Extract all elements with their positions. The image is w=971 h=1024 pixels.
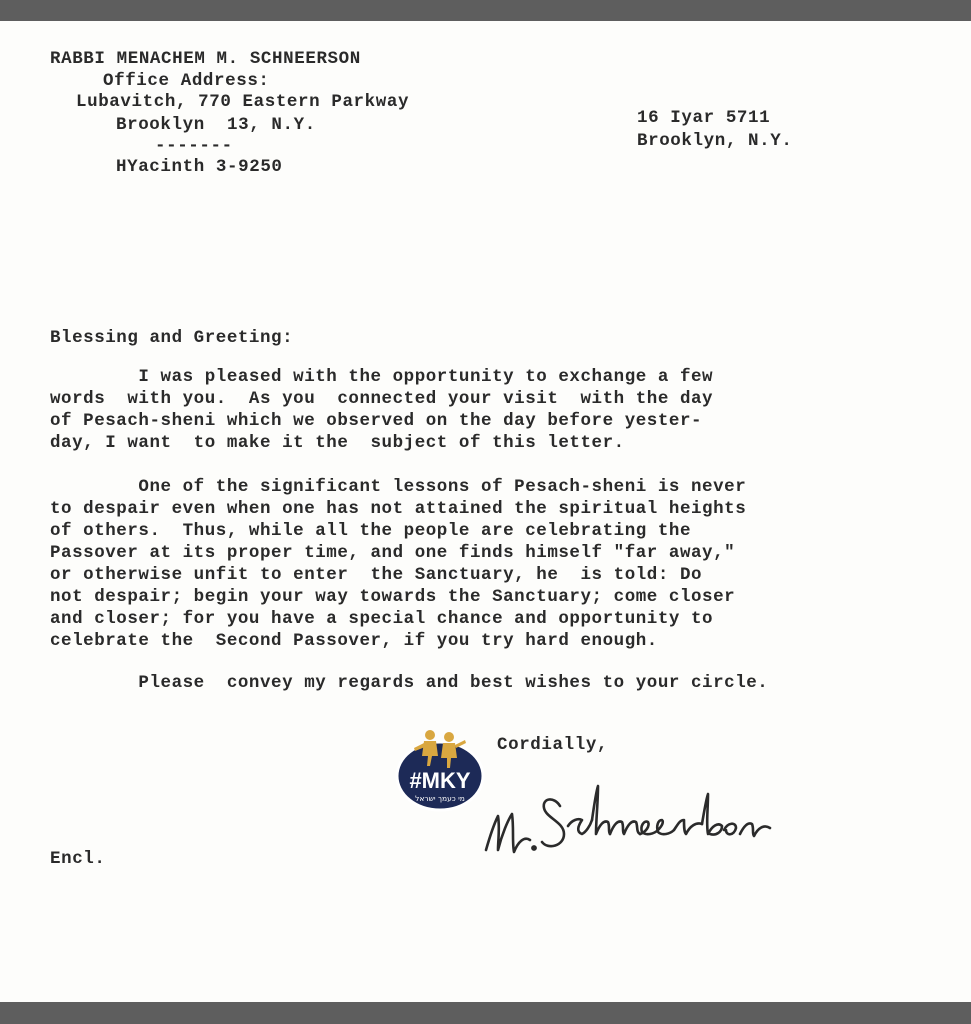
paragraph2-line: not despair; begin your way towards the Sanctuary; come closer — [50, 587, 736, 607]
letterhead-phone: HYacinth 3-9250 — [116, 157, 283, 177]
mky-logo — [394, 726, 486, 812]
paragraph2-line: One of the significant lessons of Pesach-sheni is never — [50, 477, 747, 497]
letterhead-name: RABBI MENACHEM M. SCHNEERSON — [50, 49, 361, 69]
paragraph2-line: of others. Thus, while all the people are celebrating the — [50, 521, 691, 541]
paragraph1-line: day, I want to make it the subject of this letter. — [50, 433, 625, 453]
paragraph1-line: words with you. As you connected your visit with the day — [50, 389, 714, 409]
handwritten-signature — [478, 776, 778, 876]
paragraph1-line: I was pleased with the opportunity to exchange a few — [50, 367, 714, 387]
dateline-date: 16 Iyar 5711 — [637, 108, 771, 128]
paragraph2-line: and closer; for you have a special chance and opportunity to — [50, 609, 714, 629]
paragraph2-line: Passover at its proper time, and one finds himself "far away," — [50, 543, 736, 563]
letterhead-street: Lubavitch, 770 Eastern Parkway — [76, 92, 410, 112]
letterhead-office-label: Office Address: — [103, 71, 270, 91]
letterhead-city: Brooklyn 13, N.Y. — [116, 115, 316, 135]
logo-text: #MKY — [409, 768, 471, 793]
paragraph2-line: or otherwise unfit to enter the Sanctuary, he is told: Do — [50, 565, 703, 585]
enclosure-note: Encl. — [50, 849, 106, 869]
paragraph2-line: celebrate the Second Passover, if you try hard enough. — [50, 631, 658, 651]
logo-subtext: מי כעמך ישראל — [415, 794, 465, 803]
dateline-place: Brooklyn, N.Y. — [637, 131, 793, 151]
salutation: Blessing and Greeting: — [50, 328, 294, 348]
letterhead-separator: ------- — [155, 136, 233, 156]
closing: Cordially, — [497, 735, 609, 755]
paragraph2-line: to despair even when one has not attained the spiritual heights — [50, 499, 747, 519]
paragraph1-line: of Pesach-sheni which we observed on the day before yester- — [50, 411, 703, 431]
paragraph3: Please convey my regards and best wishes to your circle. — [50, 673, 769, 693]
letter-page — [0, 21, 971, 1002]
